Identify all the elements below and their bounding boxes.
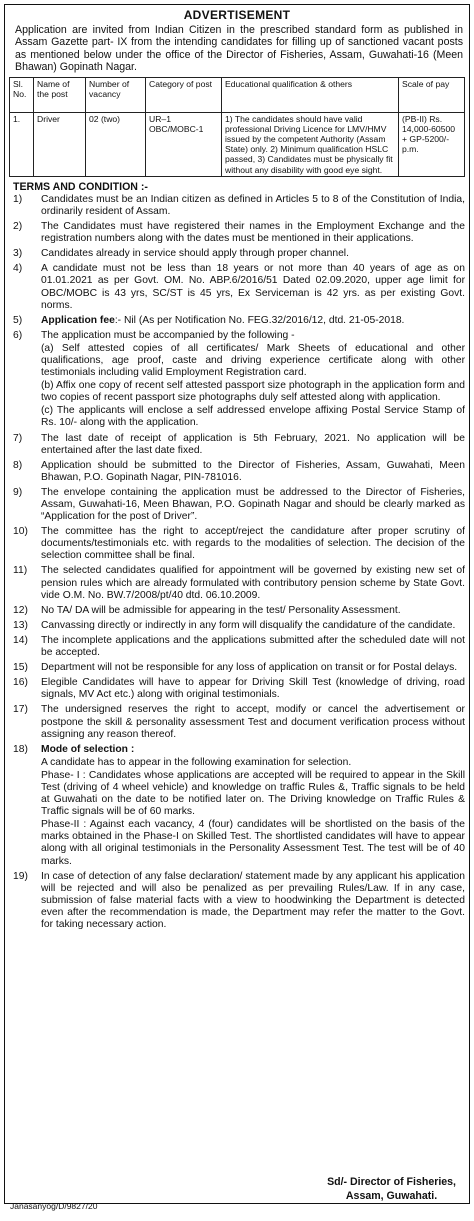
cell-sl: 1. xyxy=(10,112,34,176)
term-body xyxy=(41,330,465,430)
term-text-line xyxy=(41,871,465,931)
term-text-line xyxy=(41,635,465,659)
term-text-line xyxy=(41,677,465,701)
term-item xyxy=(9,221,465,245)
col-header-pay: Scale of pay xyxy=(399,77,465,112)
term-item xyxy=(9,315,465,327)
term-number: 3) xyxy=(13,248,23,260)
term-item xyxy=(9,677,465,701)
footer xyxy=(8,1175,466,1215)
terms-list xyxy=(9,194,465,931)
term-text-line xyxy=(41,662,465,674)
term-number: 2) xyxy=(13,221,23,233)
term-text: The envelope containing the application must be addressed to the Director of Fisheries, Assam, Guwahati-16, Meen Bhawan, P.O. Gopinath Nagar and should be clearly marked as “Application for the post of Driver”. xyxy=(41,486,465,523)
term-text-line xyxy=(41,248,465,260)
term-body xyxy=(41,194,465,218)
term-item xyxy=(9,263,465,311)
term-text-line xyxy=(41,744,465,756)
term-text: The committee has the right to accept/reject the candidature after proper scrutiny of documents/testimonials etc. with regards to the modalities of selection. The decision of the selection committee shall be final. xyxy=(41,526,465,562)
term-item xyxy=(9,620,465,632)
term-item xyxy=(9,433,465,457)
terms-heading: TERMS AND CONDITION :- xyxy=(13,180,148,193)
term-item xyxy=(9,662,465,674)
term-number: 1) xyxy=(13,193,23,205)
term-label: Application fee xyxy=(41,314,115,326)
term-number: 15) xyxy=(13,662,28,674)
term-number: 9) xyxy=(13,486,23,498)
term-text-line xyxy=(41,263,465,311)
term-number: 18) xyxy=(13,743,28,755)
term-number: 7) xyxy=(13,432,23,444)
term-body xyxy=(41,460,465,484)
cell-vacancy: 02 (two) xyxy=(86,112,146,176)
term-body xyxy=(41,704,465,740)
term-item xyxy=(9,460,465,484)
term-item xyxy=(9,487,465,523)
page-title: ADVERTISEMENT xyxy=(183,8,291,22)
term-number: 17) xyxy=(13,704,28,716)
term-item xyxy=(9,871,465,931)
term-number: 10) xyxy=(13,526,28,538)
term-text-line xyxy=(41,460,465,484)
term-body xyxy=(41,565,465,601)
term-text: The Candidates must have registered their names in the Employment Exchange and the registration numbers along with the dates must be mentioned in their applications. xyxy=(41,221,465,245)
cell-pay: (PB-II) Rs. 14,000-60500 + GP-5200/- p.m. xyxy=(399,112,465,176)
term-subitem: (a) Self attested copies of all certificates/ Mark Sheets of educational and other qualifications, age proof, caste and driving experience certificate along with other testimonials including valid Employment Registration card. xyxy=(41,342,465,379)
table-row xyxy=(10,112,465,176)
term-text: The last date of receipt of application is 5th February, 2021. No application will be entertained after the last date fixed. xyxy=(41,432,465,456)
term-item xyxy=(9,194,465,218)
col-header-vacancy: Number of vacancy xyxy=(86,77,146,112)
term-item xyxy=(9,744,465,868)
term-item xyxy=(9,248,465,260)
term-text-line xyxy=(41,315,465,327)
term-text: Application should be submitted to the Director of Fisheries, Assam, Guwahati, Meen Bhawan, P.O. Gopinath Nagar, PIN-781016. xyxy=(41,459,465,483)
signature-block xyxy=(327,1175,456,1203)
term-body xyxy=(41,620,465,632)
term-subitem: (c) The applicants will enclose a self addressed envelope affixing Postal Service Stamp of Rs. 10/- along with the application. xyxy=(41,405,465,429)
term-text: :- Nil (As per Notification No. FEG.32/2016/12, dtd. 21-05-2018. xyxy=(114,314,405,326)
term-number: 14) xyxy=(13,634,28,646)
term-item xyxy=(9,704,465,740)
term-body xyxy=(41,744,465,868)
signature-line-2: Assam, Guwahati. xyxy=(345,1190,438,1202)
term-body xyxy=(41,871,465,931)
term-body xyxy=(41,487,465,523)
term-item xyxy=(9,635,465,659)
term-text: In case of detection of any false declaration/ statement made by any applicant his application will be rejected and will also be penalized as per prevailing Rules/Law. If in any case, submission of false material facts with a view to hoodwinking the Department is detected even after the recommendation is made, the Department may refer the matter to the Govt. for taking necessary action. xyxy=(41,870,465,930)
term-body xyxy=(41,526,465,562)
term-body xyxy=(41,605,465,617)
cell-post: Driver xyxy=(34,112,86,176)
term-subitem: A candidate has to appear in the following examination for selection. xyxy=(41,756,352,768)
term-body xyxy=(41,315,465,327)
term-label: Mode of selection : xyxy=(41,743,135,755)
intro-paragraph: Application are invited from Indian Citizen in the prescribed standard form as published in Assam Gazette part- IX from the intending candidates for filling up of sanctioned vacant posts as mentioned below under the office of the Director of Fisheries, Assam, Guwahati-16 (Meen Bhawan) Gopinath Nagar. xyxy=(15,24,463,74)
term-item xyxy=(9,605,465,617)
term-body xyxy=(41,433,465,457)
term-subitem: Phase- I : Candidates whose applications are accepted will be required to appear in the Skill Test (driving of 4 wheel vehicle) and knowledge on traffic Rules &, Traffic signals to be held at Guwahati on the date to be notified later on. The Driving knowledge on Traffic Rules & Traffic signals will be of 60 marks. xyxy=(41,769,465,818)
term-text: The selected candidates qualified for appointment will be governed by existing new set of pension rules which are already formulated with contributory pension scheme by State Govt. vide O.M. No. BW.7/2008/pt/40 dtd. 06.10.2009. xyxy=(41,565,465,601)
table-header-row xyxy=(10,77,465,112)
term-number: 12) xyxy=(13,604,28,616)
col-header-sl: Sl. No. xyxy=(10,77,34,112)
term-text: Candidates already in service should apply through proper channel. xyxy=(41,248,349,260)
term-number: 19) xyxy=(13,870,28,882)
term-body xyxy=(41,677,465,701)
term-text: Elegible Candidates will have to appear for Driving Skill Test (knowledge of driving, road signals, MV Act etc.) along with original testimonials. xyxy=(41,677,465,701)
term-subitem: Phase-II : Against each vacancy, 4 (four) candidates will be shortlisted on the basis of the marks obtained in the Phase-I on Skilled Test. The shortlisted candidates will have to appear along with all original testimonials in the Personality Assessment Test. The test will be of 40 marks. xyxy=(41,819,465,867)
term-number: 16) xyxy=(13,677,28,689)
term-text-line xyxy=(41,487,465,523)
term-item xyxy=(9,565,465,601)
reference-number: Janasanyog/D/9827/20 xyxy=(10,1201,98,1211)
term-text-line xyxy=(41,526,465,562)
term-text-line xyxy=(41,330,465,342)
term-text: The undersigned reserves the right to accept, modify or cancel the advertisement or postpone the skill & personality assessment Test and document verification process without assigning any reason thereof. xyxy=(41,704,465,740)
term-text-line xyxy=(41,221,465,245)
term-text: The incomplete applications and the applications submitted after the scheduled date will not be accepted. xyxy=(41,634,465,659)
term-number: 5) xyxy=(13,314,23,326)
term-item xyxy=(9,526,465,562)
term-text-line xyxy=(41,433,465,457)
cell-category: UR–1 OBC/MOBC-1 xyxy=(146,112,222,176)
term-item xyxy=(9,330,465,430)
term-body xyxy=(41,635,465,659)
term-text: Candidates must be an Indian citizen as defined in Articles 5 to 8 of the Constitution of India, ordinarily resident of Assam. xyxy=(41,193,465,217)
term-text-line xyxy=(41,565,465,601)
vacancy-table xyxy=(9,77,465,177)
cell-qualification: 1) The candidates should have valid professional Driving Licence for LMV/HMV issued by the competent Authority (Assam State) only. 2) Minimum qualification HSLC passed, 3) Candidates must be physically fit without any disability with good eye sight. xyxy=(222,112,399,176)
term-text-line xyxy=(41,194,465,218)
col-header-category: Category of post xyxy=(146,77,222,112)
term-body xyxy=(41,263,465,311)
term-body xyxy=(41,221,465,245)
term-number: 11) xyxy=(13,565,28,577)
term-number: 8) xyxy=(13,459,23,471)
term-text: The application must be accompanied by the following - xyxy=(41,329,295,341)
term-text: A candidate must not be less than 18 years or not more than 40 years of age as on 01.01.2021 as per Govt. OM. No. ABP.6/2016/51 Dated 02.09.2020, upper age limit for OBC/MOBC is 43 yrs, SC/ST is 45 yrs, Ex Serviceman is 42 yrs. as per existing Govt. norms. xyxy=(41,263,465,311)
term-text-line xyxy=(41,620,465,632)
col-header-post: Name of the post xyxy=(34,77,86,112)
advertisement-frame xyxy=(4,4,470,1204)
term-text: Department will not be responsible for any loss of application on transit or for Postal delays. xyxy=(41,662,458,674)
term-number: 13) xyxy=(13,619,28,631)
term-number: 6) xyxy=(13,329,23,341)
term-number: 4) xyxy=(13,263,23,275)
term-body xyxy=(41,662,465,674)
term-text-line xyxy=(41,704,465,740)
term-body xyxy=(41,248,465,260)
term-subitem: (b) Affix one copy of recent self attested passport size photograph in the application form and two copies of recent passport size photographs duly self attested along with application. xyxy=(41,380,465,404)
term-text: No TA/ DA will be admissible for appearing in the test/ Personality Assessment. xyxy=(41,604,401,616)
term-text-line xyxy=(41,605,465,617)
col-header-qualification: Educational qualification & others xyxy=(222,77,399,112)
term-text: Canvassing directly or indirectly in any form will disqualify the candidature of the candidate. xyxy=(41,619,456,631)
signature-line-1: Sd/- Director of Fisheries, xyxy=(327,1176,456,1188)
